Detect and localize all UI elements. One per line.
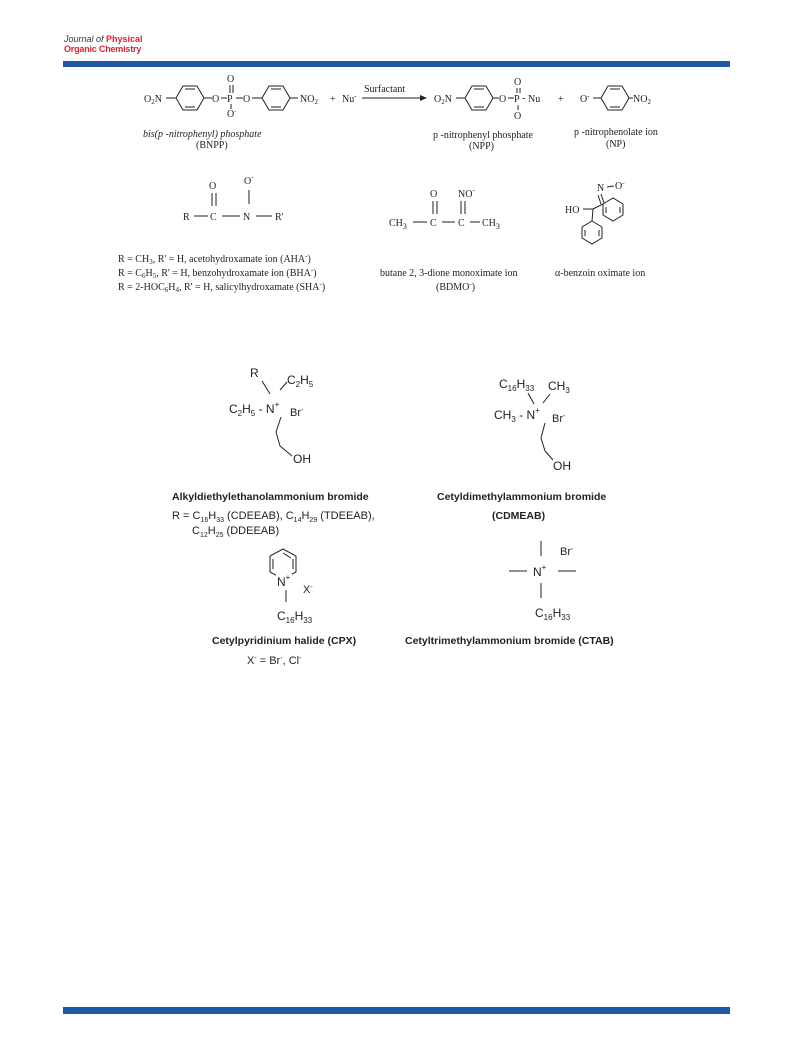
svg-text:O: O — [209, 181, 217, 192]
cpx-caption: Cetylpyridinium halide (CPX) — [212, 635, 357, 647]
svg-text:O: O — [212, 94, 220, 105]
svg-text:CH3: $CH_3$ — [548, 379, 570, 395]
svg-text:CH3: $CH_3$ — [482, 218, 500, 231]
bdmo-abbrev: (BDMO-) — [436, 280, 476, 293]
deeab-caption: Alkyldiethylethanolammonium bromide — [172, 491, 369, 503]
deeab-definition-1: $R = C_{16}H_{33}$ (CDEEAB), $C_{14}H_{29}$ (TDEEAB), — [172, 510, 375, 524]
svg-text:N: N — [243, 212, 251, 223]
svg-text:NO-: NO- — [458, 186, 475, 200]
svg-text:O-: O- — [580, 92, 590, 105]
npp-abbrev: (NPP) — [469, 141, 495, 152]
svg-text:P: P — [514, 94, 520, 105]
benzoin-caption: α-benzoin oximate ion — [555, 268, 646, 279]
svg-text:C16H33: $C_{16}H_{33}$ — [535, 606, 571, 622]
svg-text:O: O — [499, 94, 507, 105]
cpx-definition: X- = Br-, Cl- — [247, 655, 302, 667]
svg-text:O2N: $O_2N$ — [434, 94, 452, 106]
svg-text:O: O — [227, 74, 235, 85]
svg-text:N: N — [597, 183, 605, 194]
svg-text:-: - — [522, 93, 526, 104]
svg-text:P: P — [227, 94, 233, 105]
svg-text:Br-: Br- — [552, 413, 566, 425]
nu-label: Nu — [342, 94, 355, 105]
svg-text:NO2: $NO_2$ — [300, 94, 318, 106]
svg-text:O-: O- — [615, 179, 625, 192]
bnpp-abbrev: (BNPP) — [196, 140, 228, 151]
svg-text:O: O — [243, 94, 251, 105]
svg-text:HO: HO — [565, 205, 580, 216]
np-caption: p -nitrophenolate ion — [574, 127, 658, 138]
svg-text:O: O — [514, 77, 522, 88]
svg-text:Br-: Br- — [560, 546, 574, 558]
svg-text:CH3: $CH_3$ — [389, 218, 407, 231]
npp-caption: p -nitrophenyl phosphate — [433, 130, 533, 141]
svg-text:Nu-: Nu- — [342, 92, 357, 105]
svg-text:Br-: Br- — [290, 407, 304, 419]
np-abbrev: (NP) — [606, 139, 626, 150]
footer-rule — [63, 1007, 730, 1014]
svg-text:Nu: Nu — [528, 94, 541, 105]
svg-text:C2H5: $C_2H_5$ — [287, 373, 314, 389]
svg-text:OH: OH — [553, 459, 571, 473]
svg-text:N+: N+ — [533, 563, 547, 579]
deeab-definition-2: $C_{12}H_{25}$ (DDEEAB) — [192, 525, 280, 539]
arrow-label: Surfactant — [364, 84, 406, 95]
svg-text:+: + — [558, 94, 564, 105]
svg-text:O-: O- — [227, 109, 237, 120]
svg-text:O-: O- — [244, 173, 254, 187]
bnpp-caption: bis(p -nitrophenyl) phosphate — [143, 129, 262, 140]
cpx-structure — [270, 549, 313, 625]
cdmeab-caption: Cetyldimethylammonium bromide — [437, 491, 607, 503]
bdmo-caption: butane 2, 3-dione monoximate ion — [380, 268, 518, 279]
ctab-structure — [509, 541, 576, 622]
svg-text:CH3 - N+: $CH_3 - N^+$ — [494, 406, 540, 424]
svg-text:O: O — [430, 189, 438, 200]
svg-text:C: C — [458, 218, 465, 229]
svg-text:N+: N+ — [277, 573, 291, 589]
svg-text:C: C — [430, 218, 437, 229]
journal-logo-line1: Journal of Physical — [64, 34, 143, 44]
svg-text:R: R — [183, 212, 190, 223]
bha-definition: $R = C_6H_5$, R' = H, benzohydroxamate ion (BHA-) — [118, 266, 317, 280]
aha-definition: $R = CH_3$, R' = H, acetohydroxamate ion (AHA-) — [118, 252, 311, 266]
svg-text:NO2: $NO_2$ — [633, 94, 651, 106]
svg-text:C16H33: $C_{16}H_{33}$ — [277, 609, 313, 625]
svg-text:OH: OH — [293, 452, 311, 466]
cdmeab-abbrev: (CDMEAB) — [492, 510, 546, 522]
journal-logo-line2: Organic Chemistry — [64, 44, 142, 54]
svg-text:C: C — [210, 212, 217, 223]
svg-text:O: O — [514, 111, 522, 122]
ctab-caption: Cetyltrimethylammonium bromide (CTAB) — [405, 635, 614, 647]
svg-text:O2N: $O_2N$ — [144, 94, 162, 106]
svg-text:C16H33: $C_{16}H_{33}$ — [499, 377, 535, 393]
svg-text:X-: X- — [303, 584, 313, 596]
deeab-structure — [229, 366, 314, 466]
svg-text:C2H5 - N+: $C_2H_5 - N^+$ — [229, 400, 280, 418]
svg-text:R': R' — [275, 212, 284, 223]
sha-definition: $R = 2-HOC_6H_4$, R' = H, salicylhydroxamate (SHA-) — [118, 280, 326, 294]
plus-sign: + — [330, 94, 336, 105]
svg-text:R: R — [250, 366, 259, 380]
cdmeab-structure — [494, 377, 571, 473]
